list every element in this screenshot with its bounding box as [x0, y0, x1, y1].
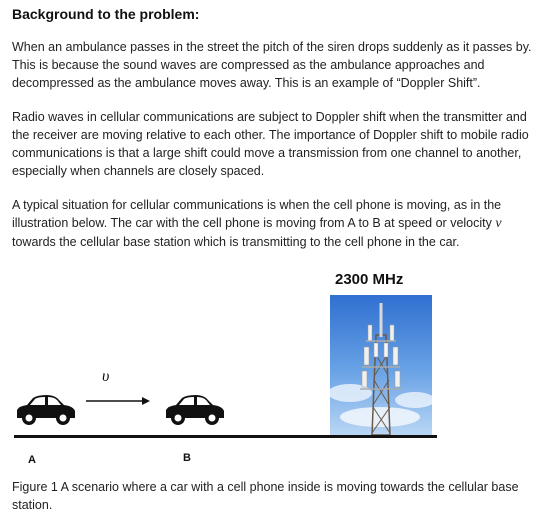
- paragraph-doppler-radio: Radio waves in cellular communications are subject to Doppler shift when the transmitter and the receiver are moving relative to each other. The importance of Doppler shift to mobile radio communications is that a large shift could move a transmission from one channel to another, especially when channels are closely spaced.: [12, 110, 529, 178]
- paragraph-typical-situation: [12, 196, 538, 251]
- paragraph-typical-situation-end: towards the cellular base station which is transmitting to the cell phone in the car.: [12, 235, 460, 249]
- velocity-symbol: υ: [102, 368, 110, 385]
- direction-arrow-icon: [86, 394, 150, 406]
- frequency-label: 2300 MHz: [335, 271, 404, 288]
- car-b-icon: [162, 392, 226, 426]
- ground-line: [14, 435, 437, 438]
- cell-tower-image: [330, 295, 432, 435]
- paragraph-typical-situation-text: A typical situation for cellular communications is when the cell phone is moving, as in the illustration below. The car with the cell phone is moving from A to B at speed or velocity: [12, 198, 502, 230]
- section-heading: Background to the problem:: [12, 6, 200, 22]
- velocity-variable: v: [495, 216, 502, 231]
- paragraph-doppler-ambulance: When an ambulance passes in the street the pitch of the siren drops suddenly as it passes by. This is because the sound waves are compressed as the ambulance approaches and decompressed as the ambulance moves away. This is an example of “Doppler Shift”.: [12, 40, 532, 90]
- point-a-label: A: [28, 454, 36, 466]
- car-a-icon: [13, 392, 77, 426]
- figure-caption: Figure 1 A scenario where a car with a cell phone inside is moving towards the cellular base station.: [12, 480, 519, 512]
- point-b-label: B: [183, 452, 191, 464]
